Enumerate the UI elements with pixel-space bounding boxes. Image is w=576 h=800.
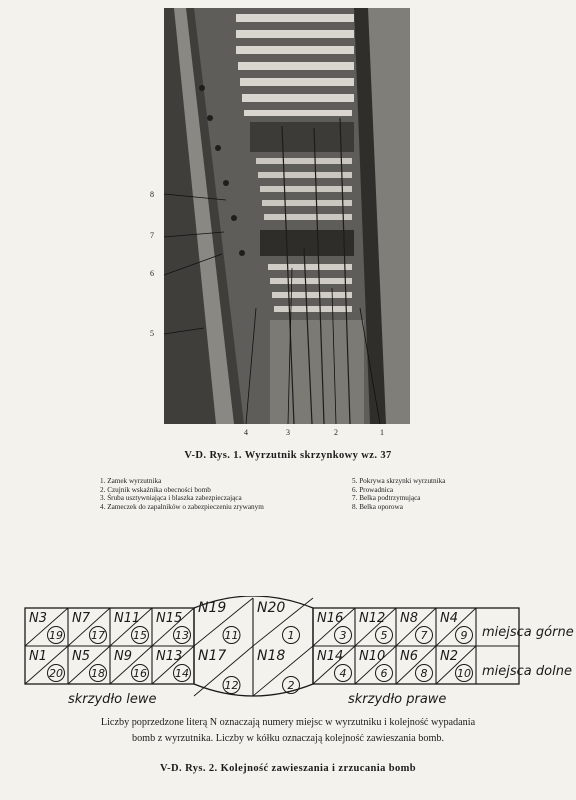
legend-item-7: 7. Belka podtrzymująca <box>352 494 421 503</box>
legend-item-1: 1. Zamek wyrzutnika <box>100 477 162 485</box>
cell-bottom-0-number: N1 <box>29 649 47 664</box>
callout-8: 8 <box>150 190 154 199</box>
cell-top-3-number: N15 <box>156 611 183 626</box>
cell-top-7-order: 5 <box>380 629 388 642</box>
cell-top-3-order: 13 <box>175 629 189 642</box>
cell-top-9-number: N4 <box>440 611 458 626</box>
figure2-caption: V-D. Rys. 2. Kolejność zawieszania i zrzucania bomb <box>159 763 417 774</box>
label-lower-places: miejsca dolne <box>482 664 572 679</box>
cell-bottom-2-number: N9 <box>114 649 132 664</box>
cell-top-5-order: 1 <box>287 629 295 642</box>
callout-7: 7 <box>150 231 154 240</box>
cell-top-2-number: N11 <box>114 611 141 626</box>
cell-top-4-number: N19 <box>198 600 227 616</box>
cell-top-8-order: 7 <box>420 629 428 642</box>
cell-bottom-4-order: 12 <box>224 679 239 692</box>
cell-bottom-4-number: N17 <box>198 648 227 664</box>
cell-top-1-order: 17 <box>91 629 105 642</box>
cell-bottom-6-number: N14 <box>317 649 344 664</box>
cell-bottom-8-number: N6 <box>400 649 418 664</box>
cell-bottom-3-number: N13 <box>156 649 183 664</box>
cell-bottom-3-order: 14 <box>175 667 189 680</box>
bomb-rack-photo <box>164 8 410 424</box>
cell-top-1-number: N7 <box>72 611 90 626</box>
cell-bottom-7-order: 6 <box>380 667 388 680</box>
legend-item-2: 2. Czujnik wskaźnika obecności bomb <box>100 485 211 494</box>
cell-bottom-1-order: 18 <box>91 667 105 680</box>
legend-item-6: 6. Prowadnica <box>352 485 394 494</box>
cell-top-6-order: 3 <box>339 629 347 642</box>
cell-top-2-order: 15 <box>133 629 147 642</box>
cell-bottom-5-number: N18 <box>257 648 286 664</box>
callout-3: 3 <box>286 428 290 437</box>
legend-item-3: 3. Śruba usztywniająca i blaszka zabezpieczająca <box>100 494 242 503</box>
cell-bottom-9-number: N2 <box>440 649 458 664</box>
note-line-1: Liczby poprzedzone literą N oznaczają numery miejsc w wyrzutniku i kolejność wypadania <box>100 717 476 728</box>
legend-item-4: 4. Zameczek do zapalników o zabezpieczeniu zrywanym <box>100 502 264 511</box>
cell-bottom-5-order: 2 <box>287 679 295 692</box>
cell-bottom-1-number: N5 <box>72 649 90 664</box>
cell-bottom-8-order: 8 <box>420 667 428 680</box>
legend-item-8: 8. Belka oporowa <box>352 502 403 511</box>
callout-5: 5 <box>150 329 154 338</box>
cell-bottom-7-number: N10 <box>359 649 386 664</box>
label-upper-places: miejsca górne <box>482 625 574 640</box>
callout-2: 2 <box>334 428 338 437</box>
wing-left-label: skrzydło lewe <box>68 692 157 706</box>
cell-top-4-order: 11 <box>224 629 239 642</box>
cell-top-9-order: 9 <box>460 629 468 642</box>
callout-6: 6 <box>150 269 154 278</box>
legend-left <box>100 477 264 511</box>
cell-top-5-number: N20 <box>257 600 286 616</box>
legend-item-5: 5. Pokrywa skrzynki wyrzutnika <box>352 477 446 485</box>
cell-top-0-order: 19 <box>49 629 63 642</box>
wing-right-label: skrzydło prawe <box>348 692 447 706</box>
callout-4: 4 <box>244 428 248 437</box>
figure1-caption: V-D. Rys. 1. Wyrzutnik skrzynkowy wz. 37 <box>184 450 392 461</box>
cell-top-6-number: N16 <box>317 611 344 626</box>
cell-bottom-2-order: 16 <box>133 667 147 680</box>
cell-top-0-number: N3 <box>29 611 47 626</box>
bomb-order-diagram <box>0 596 576 711</box>
callout-1: 1 <box>380 428 384 437</box>
cell-top-8-number: N8 <box>400 611 418 626</box>
note-line-2: bomb z wyrzutnika. Liczby w kółku oznaczają kolejność zawieszania bomb. <box>131 733 445 744</box>
cell-bottom-9-order: 10 <box>457 667 471 680</box>
cell-top-7-number: N12 <box>359 611 386 626</box>
cell-bottom-0-order: 20 <box>49 667 63 680</box>
cell-bottom-6-order: 4 <box>339 667 347 680</box>
legend-right <box>352 477 445 511</box>
